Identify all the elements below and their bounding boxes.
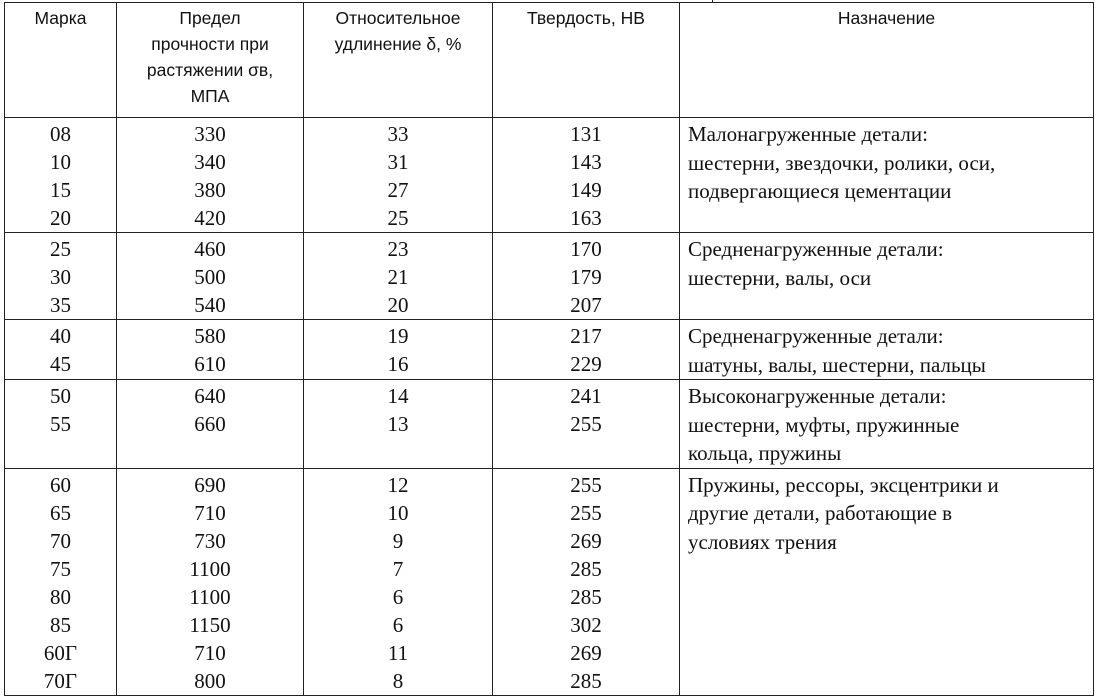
hardness-value: 302	[570, 612, 602, 637]
purpose-cell: Средненагруженные детали: шатуны, валы, шестерни, пальцы	[680, 320, 1094, 380]
table-header	[5, 3, 1094, 118]
grade-value: 25	[50, 237, 71, 261]
hardness-value: 269	[570, 528, 602, 553]
elongation-value: 7	[392, 556, 404, 581]
grade-value: 15	[50, 178, 71, 202]
strength-value: 460	[194, 237, 226, 261]
hardness-value: 207	[570, 293, 602, 317]
hardness-value: 255	[570, 412, 602, 436]
grade-cell	[5, 468, 117, 695]
hardness-value: 143	[570, 150, 602, 174]
table-row	[5, 320, 1094, 380]
header-hardness: Твердость, НВ	[493, 3, 680, 118]
elongation-value: 6	[392, 612, 404, 637]
grade-value: 80	[50, 584, 71, 609]
elongation-value: 10	[387, 500, 409, 525]
strength-value: 1100	[189, 556, 231, 581]
table-row	[5, 468, 1094, 695]
purpose-cell: Пружины, рессоры, эксцентрики и другие детали, работающие в условиях трения	[680, 468, 1094, 695]
strength-cell	[117, 233, 304, 320]
hardness-cell	[493, 118, 680, 233]
elongation-value: 13	[387, 412, 409, 436]
hardness-value: 149	[570, 178, 602, 202]
grade-value: 50	[50, 384, 71, 408]
grade-value: 40	[50, 324, 71, 348]
elongation-cell	[304, 233, 493, 320]
elongation-value: 14	[387, 384, 409, 408]
strength-value: 540	[194, 293, 226, 317]
grade-value: 08	[50, 122, 71, 146]
grade-cell	[5, 320, 117, 380]
table-row	[5, 118, 1094, 233]
elongation-cell	[304, 118, 493, 233]
strength-value: 380	[194, 178, 226, 202]
hardness-value: 269	[570, 640, 602, 665]
elongation-cell	[304, 468, 493, 695]
elongation-value: 31	[387, 150, 409, 174]
strength-value: 610	[194, 352, 226, 376]
strength-value: 340	[194, 150, 226, 174]
grade-value: 60Г	[43, 640, 78, 665]
header-strength: Предел прочности при растяжении σв, МПА	[117, 3, 304, 118]
elongation-value: 21	[387, 265, 409, 289]
elongation-value: 27	[387, 178, 409, 202]
elongation-cell	[304, 380, 493, 469]
hardness-value: 131	[570, 122, 602, 146]
header-elongation: Относительное удлинение δ, %	[304, 3, 493, 118]
strength-value: 1100	[189, 584, 231, 609]
header-purpose: Назначение	[680, 3, 1094, 118]
hardness-value: 170	[570, 237, 602, 261]
strength-value: 710	[194, 500, 226, 525]
table-row	[5, 380, 1094, 469]
grade-cell	[5, 118, 117, 233]
hardness-cell	[493, 468, 680, 695]
strength-value: 500	[194, 265, 226, 289]
purpose-cell: Высоконагруженные детали: шестерни, муфты, пружинные кольца, пружины	[680, 380, 1094, 469]
hardness-value: 229	[570, 352, 602, 376]
hardness-value: 255	[570, 472, 602, 497]
elongation-value: 23	[387, 237, 409, 261]
strength-cell	[117, 380, 304, 469]
elongation-value: 6	[392, 584, 404, 609]
hardness-value: 255	[570, 500, 602, 525]
elongation-value: 19	[387, 324, 409, 348]
strength-cell	[117, 118, 304, 233]
grade-value: 70Г	[43, 668, 78, 693]
steel-grades-table	[4, 2, 1094, 696]
elongation-value: 9	[392, 528, 404, 553]
strength-value: 710	[194, 640, 226, 665]
hardness-value: 163	[570, 206, 602, 230]
table-body	[5, 118, 1094, 696]
hardness-cell	[493, 380, 680, 469]
elongation-value: 25	[387, 206, 409, 230]
strength-value: 660	[194, 412, 226, 436]
grade-value: 35	[50, 293, 71, 317]
hardness-cell	[493, 233, 680, 320]
grade-value: 30	[50, 265, 71, 289]
strength-cell	[117, 468, 304, 695]
hardness-value: 241	[570, 384, 602, 408]
grade-value: 55	[50, 412, 71, 436]
hardness-value: 285	[570, 668, 602, 693]
grade-value: 60	[50, 472, 71, 497]
hardness-cell	[493, 320, 680, 380]
hardness-value: 285	[570, 556, 602, 581]
elongation-value: 11	[387, 640, 409, 665]
strength-value: 580	[194, 324, 226, 348]
header-row	[5, 3, 1094, 118]
grade-value: 10	[50, 150, 71, 174]
purpose-cell: Малонагруженные детали: шестерни, звездочки, ролики, оси, подвергающиеся цементации	[680, 118, 1094, 233]
strength-value: 420	[194, 206, 226, 230]
header-grade: Марка	[5, 3, 117, 118]
strength-value: 330	[194, 122, 226, 146]
strength-value: 1150	[189, 612, 231, 637]
elongation-value: 16	[387, 352, 409, 376]
elongation-value: 12	[387, 472, 409, 497]
grade-value: 45	[50, 352, 71, 376]
strength-value: 640	[194, 384, 226, 408]
hardness-value: 285	[570, 584, 602, 609]
strength-value: 800	[194, 668, 226, 693]
grade-value: 20	[50, 206, 71, 230]
elongation-value: 33	[387, 122, 409, 146]
grade-value: 85	[50, 612, 71, 637]
grade-value: 70	[50, 528, 71, 553]
grade-cell	[5, 380, 117, 469]
elongation-value: 20	[387, 293, 409, 317]
grade-cell	[5, 233, 117, 320]
strength-value: 690	[194, 472, 226, 497]
hardness-value: 179	[570, 265, 602, 289]
grade-value: 65	[50, 500, 71, 525]
strength-value: 730	[194, 528, 226, 553]
elongation-value: 8	[392, 668, 404, 693]
strength-cell	[117, 320, 304, 380]
hardness-value: 217	[570, 324, 602, 348]
elongation-cell	[304, 320, 493, 380]
grade-value: 75	[50, 556, 71, 581]
table-row	[5, 233, 1094, 320]
purpose-cell: Средненагруженные детали: шестерни, валы, оси	[680, 233, 1094, 320]
